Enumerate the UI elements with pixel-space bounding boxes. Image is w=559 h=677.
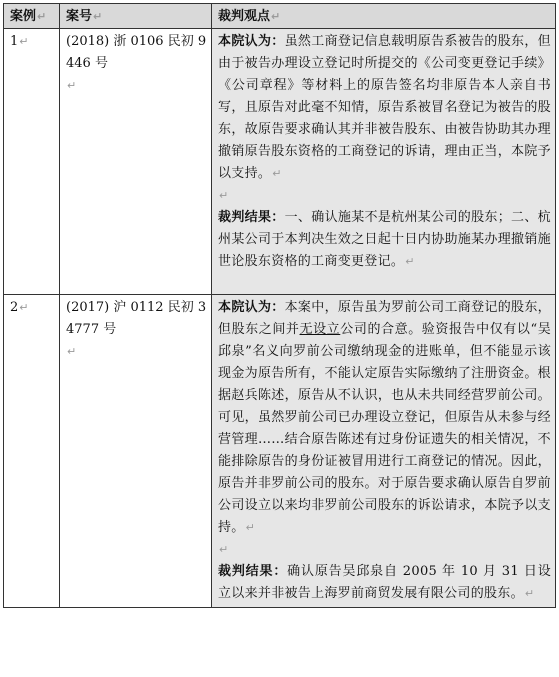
case-index: 1 bbox=[10, 34, 19, 49]
case-number-cell bbox=[60, 295, 212, 608]
paragraph-mark-icon: ↵ bbox=[219, 543, 229, 556]
header-row bbox=[4, 4, 556, 29]
table-row bbox=[4, 29, 556, 295]
result-text: 确认原告吴邱泉自 2005 年 10 月 31 日设立以来并非被告上海罗前商贸发展有限公司的股东。 bbox=[218, 564, 551, 601]
case-index: 2 bbox=[10, 300, 19, 315]
opinion-paragraph bbox=[218, 297, 551, 539]
opinion-text: 虽然工商登记信息载明原告系被告的股东，但由于被告办理设立登记时所提交的《公司变更登记手续》《公司章程》等材料上的原告签名均非原告本人亲自书写，且原告对此毫不知情，原告系被冒名登记为被告的股东，故原告要求确认其并非被告股东、由被告协助其办理撤销原告股东资格的工商登记的诉请，理由正当，本院予以支持。 bbox=[218, 34, 551, 181]
opinion-paragraph bbox=[218, 31, 551, 185]
header-judgment-view bbox=[212, 4, 556, 29]
result-paragraph bbox=[218, 561, 551, 605]
judgment-view-cell bbox=[212, 29, 556, 295]
result-lead: 裁判结果： bbox=[218, 210, 285, 225]
result-lead: 裁判结果： bbox=[218, 564, 288, 579]
paragraph-mark-icon: ↵ bbox=[67, 345, 77, 358]
judgment-view-cell bbox=[212, 295, 556, 608]
opinion-lead: 本院认为： bbox=[218, 300, 285, 315]
case-index-cell bbox=[4, 29, 60, 295]
opinion-underlined-text: 无设立 bbox=[299, 322, 341, 337]
header-judgment-view-label: 裁判观点 bbox=[218, 9, 271, 24]
paragraph-mark-icon: ↵ bbox=[524, 587, 535, 600]
paragraph-mark-icon: ↵ bbox=[271, 10, 281, 23]
header-case-number bbox=[60, 4, 212, 29]
opinion-lead: 本院认为： bbox=[218, 34, 285, 49]
case-number-cell bbox=[60, 29, 212, 295]
header-case-index bbox=[4, 4, 60, 29]
opinion-text-part-2: 公司的合意。验资报告中仅有以“吴邱泉”名义向罗前公司缴纳现金的进账单，但不能显示该现金为原告所有，不能认定原告实际缴纳了注册资金。根据赵兵陈述，原告从不认识，也从未共同经营罗前公司。可见，虽然罗前公司已办理设立登记，但原告从未参与经营管理……结合原告陈述有过身份证遗失的相关情况，不能排除原告的身份证被冒用进行工商登记的情况。因此，原告并非罗前公司的股东。对于原告要求确认原告自罗前公司设立以来均非罗前公司股东的诉讼请求，本院予以支持。 bbox=[218, 322, 551, 535]
header-case-index-label: 案例 bbox=[10, 9, 37, 24]
opinion-text-part-1: 本案中，原告虽为罗前公司工商登记的股东，但股东之间并 bbox=[218, 300, 551, 337]
paragraph-mark-icon: ↵ bbox=[67, 79, 77, 92]
case-table bbox=[3, 3, 556, 608]
paragraph-mark-icon: ↵ bbox=[245, 521, 256, 534]
table-row bbox=[4, 295, 556, 608]
result-text: 一、确认施某不是杭州某公司的股东；二、杭州某公司于本判决生效之日起十日内协助施某办理撤销施世论股东资格的工商变更登记。 bbox=[218, 210, 551, 269]
case-number: (2017) 沪 0112 民初 34777 号 bbox=[66, 300, 207, 337]
blank-paragraph bbox=[218, 539, 551, 561]
paragraph-mark-icon: ↵ bbox=[405, 255, 415, 268]
case-number: (2018) 浙 0106 民初 9446 号 bbox=[66, 34, 207, 71]
case-index-cell bbox=[4, 295, 60, 608]
header-case-number-label: 案号 bbox=[66, 9, 93, 24]
paragraph-mark-icon: ↵ bbox=[272, 167, 282, 180]
blank-paragraph bbox=[218, 185, 551, 207]
paragraph-mark-icon: ↵ bbox=[37, 10, 47, 23]
result-paragraph bbox=[218, 207, 551, 273]
paragraph-mark-icon: ↵ bbox=[93, 10, 103, 23]
paragraph-mark-icon: ↵ bbox=[19, 35, 29, 48]
paragraph-mark-icon: ↵ bbox=[19, 301, 29, 314]
paragraph-mark-icon: ↵ bbox=[219, 189, 229, 202]
